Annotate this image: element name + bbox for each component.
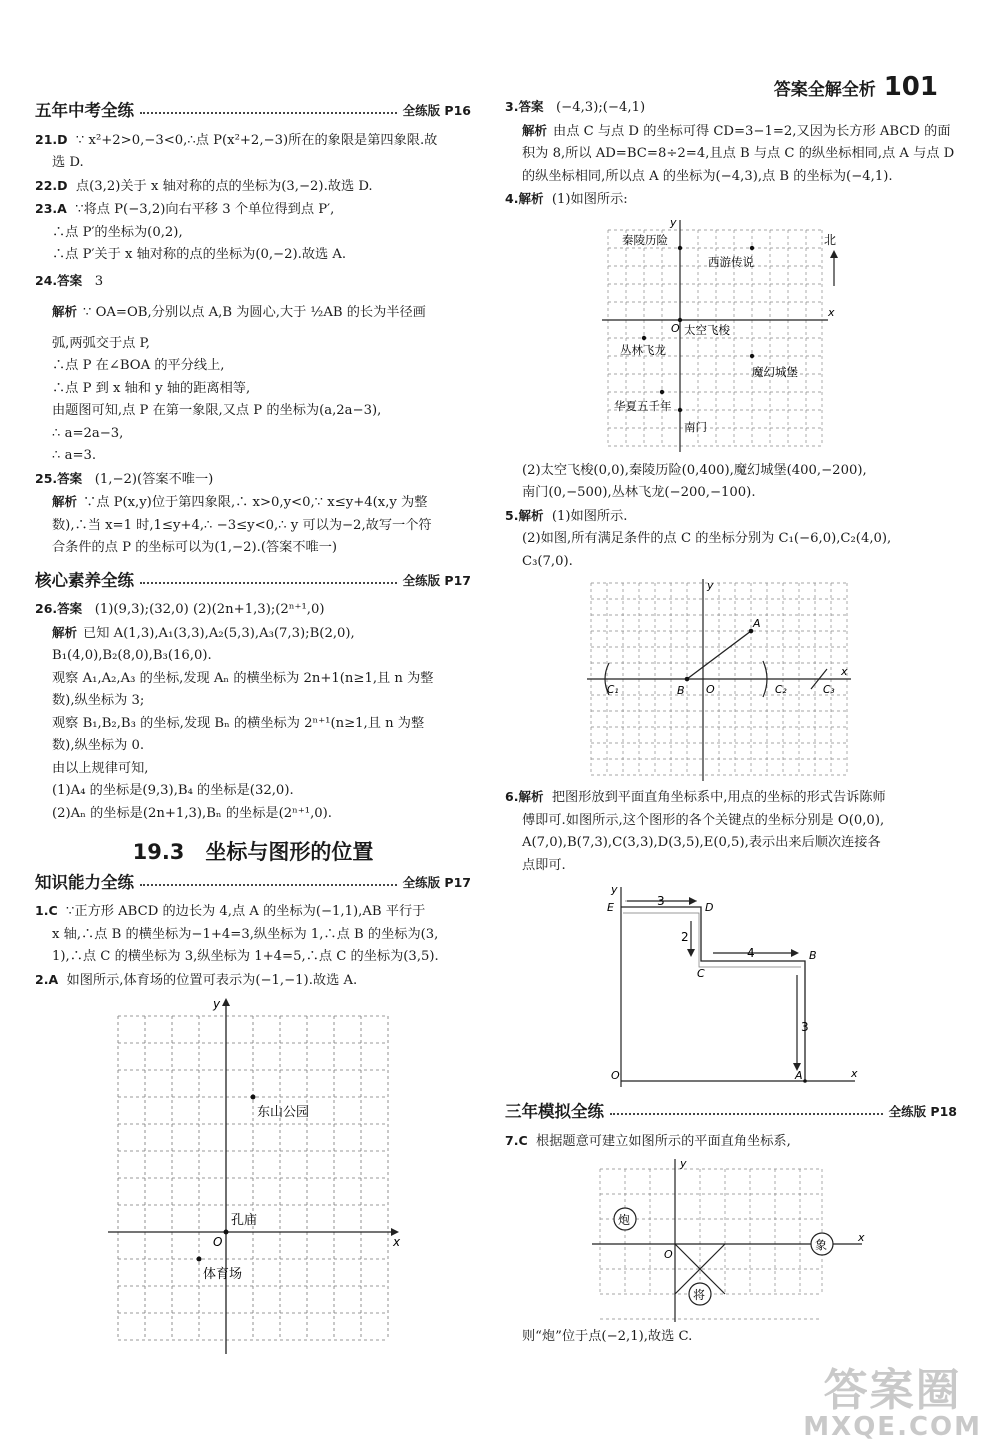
- length-label-dc: 2: [681, 930, 689, 944]
- label-mohuan: 魔幻城堡: [752, 364, 798, 379]
- q4-num: 4.解析: [505, 191, 544, 206]
- q4-line1: (1)如图所示:: [551, 192, 628, 207]
- q1-line1: ∵正方形 ABCD 的边长为 4,点 A 的坐标为(−1,1),AB 平行于: [66, 904, 426, 919]
- q6-num: 6.解析: [505, 789, 544, 804]
- watermark-logo: [803, 1354, 982, 1442]
- q1-line3: 1),∴点 C 的横坐标为 3,纵坐标为 1+4=5,∴点 C 的坐标为(3,5).: [52, 949, 439, 964]
- label-dongshan-park: 东山公园: [257, 1105, 310, 1120]
- q3-line2: 积为 8,所以 AD=BC=8÷2=4,且点 B 与点 C 的纵坐标相同,点 A 与点 D: [522, 146, 955, 161]
- q24-line1: ∵ OA=OB,分别以点 A,B 为圆心,大于 ½AB 的长为半径画: [83, 305, 426, 320]
- section-title: 知识能力全练: [35, 872, 134, 892]
- x-axis-label: x: [858, 1231, 865, 1244]
- origin-label: O: [671, 321, 680, 335]
- q3-num: 3.答案: [505, 99, 544, 114]
- q21-line1: ∵ x²+2>0,−3<0,∴点 P(x²+2,−3)所在的象限是第四象限.故: [75, 132, 438, 148]
- label-jiang: 将: [693, 1288, 706, 1302]
- label-stadium: 体育场: [203, 1267, 243, 1282]
- x-axis-label: x: [393, 1235, 401, 1249]
- q24-line5: 由题图可知,点 P 在第一象限,又点 P 的坐标为(a,2a−3),: [52, 403, 382, 418]
- q2-num: 2.A: [35, 971, 59, 987]
- label-huaxia: 华夏五千年: [614, 398, 672, 413]
- q24-line7: ∴ a=3.: [52, 448, 97, 463]
- section-title: 五年中考全练: [35, 101, 134, 120]
- q5-line3: C₃(7,0).: [522, 553, 573, 569]
- q2-line1: 如图所示,体育场的位置可表示为(−1,−1).故选 A.: [66, 972, 358, 988]
- q24-line2: 弧,两弧交于点 P,: [52, 335, 150, 351]
- q22: [35, 175, 471, 199]
- q6-line1: 把图形放到平面直角坐标系中,用点的坐标的形式告诉陈师: [551, 790, 886, 805]
- q25-line2: 数),∴当 x=1 时,1≤y+4,∴ −3≤y<0,∴ y 可以为−2,故写一个符: [52, 517, 432, 533]
- q26-answer: (1)(9,3);(32,0) (2)(2n+1,3);(2ⁿ⁺¹,0): [94, 602, 325, 617]
- length-label-ed: 3: [657, 894, 665, 908]
- length-label-cb: 4: [747, 946, 755, 960]
- x-axis-label: x: [828, 305, 835, 319]
- section-ref: 全练版 P17: [402, 874, 471, 890]
- q21-line2: 选 D.: [52, 155, 84, 170]
- q1-line2: x 轴,∴点 B 的横坐标为−1+4=3,纵坐标为 1,∴点 B 的坐标为(3,: [52, 926, 439, 942]
- q24-line6: ∴ a=2a−3,: [52, 425, 124, 441]
- q26-analysis: [35, 622, 471, 646]
- q7-line1: 根据题意可建立如图所示的平面直角坐标系,: [536, 1133, 791, 1149]
- point-c2-label: C₂: [775, 684, 787, 696]
- point-d-label: D: [705, 901, 714, 914]
- q4: [505, 188, 957, 212]
- origin-label: O: [213, 1235, 223, 1249]
- section-divider: [610, 1113, 883, 1115]
- point-a-label: A: [753, 617, 761, 630]
- section-header-zhishi: [35, 872, 471, 895]
- label-pao: 炮: [618, 1213, 631, 1227]
- analysis-label: 解析: [52, 494, 78, 509]
- figure-q5-grid: [585, 577, 855, 782]
- chapter-title: 19.3 坐标与图形的位置: [132, 840, 374, 864]
- q25-analysis: [35, 491, 471, 515]
- origin-label: O: [611, 1069, 620, 1082]
- q25-line3: 合条件的点 P 的坐标可以为(1,−2).(答案不唯一): [52, 540, 338, 555]
- section-header-hexin: [35, 570, 471, 593]
- q21: [35, 129, 471, 153]
- page-number: 101: [883, 72, 938, 102]
- q3-answer: (−4,3);(−4,1): [556, 100, 646, 115]
- q26-num: 26.答案: [35, 601, 83, 616]
- q25-answer: (1,−2)(答案不唯一): [94, 471, 214, 487]
- q26-line5: 观察 B₁,B₂,B₃ 的坐标,发现 Bₙ 的横坐标为 2ⁿ⁺¹(n≥1,且 n 为整: [52, 715, 425, 731]
- label-xiyou: 西游传说: [708, 254, 754, 269]
- point-e-label: E: [607, 901, 614, 914]
- y-axis-label: y: [213, 997, 221, 1011]
- q5-num: 5.解析: [505, 507, 544, 523]
- figure-q6-shape: [605, 881, 865, 1091]
- label-nanmen: 南门: [684, 419, 707, 434]
- q24-line3: ∴点 P 在∠BOA 的平分线上,: [52, 358, 225, 373]
- q6-line3: A(7,0),B(7,3),C(3,3),D(3,5),E(0,5),表示出来后顺次连接各: [522, 835, 881, 850]
- q25-line1: ∵点 P(x,y)位于第四象限,∴ x>0,y<0,∵ x≤y+4(x,y 为整: [83, 495, 428, 510]
- q23-num: 23.A: [35, 201, 67, 216]
- y-axis-label: y: [680, 1157, 687, 1170]
- section-ref: 全练版 P18: [888, 1104, 957, 1119]
- point-c3-label: C₃: [823, 684, 835, 696]
- q26-line6: 数),纵坐标为 0.: [52, 738, 145, 753]
- q3-line3: 的纵坐标相同,所以点 A 的坐标为(−4,3),点 B 的坐标为(−4,1).: [522, 168, 893, 184]
- watermark-url: MXQE.COM: [803, 1412, 982, 1442]
- point-a-label: A: [795, 1069, 803, 1082]
- length-label-ba: 3: [801, 1020, 809, 1034]
- q24-answer: 3: [94, 273, 104, 289]
- right-column: [505, 96, 957, 1349]
- q3-line1: 由点 C 与点 D 的坐标可得 CD=3−1=2,又因为长方形 ABCD 的面: [553, 123, 951, 139]
- q26-line8: (1)A₄ 的坐标是(9,3),B₄ 的坐标是(32,0).: [52, 783, 294, 798]
- q24-line4: ∴点 P 到 x 轴和 y 轴的距离相等,: [52, 380, 251, 396]
- label-confucius-temple: 孔庙: [231, 1213, 258, 1228]
- q22-line1: 点(3,2)关于 x 轴对称的点的坐标为(3,−2).故选 D.: [75, 178, 373, 194]
- q1-num: 1.C: [35, 903, 58, 918]
- analysis-label: 解析: [52, 304, 78, 319]
- q3: [505, 96, 957, 120]
- q7-line2: 则“炮”位于点(−2,1),故选 C.: [522, 1329, 693, 1344]
- q26-line1: 已知 A(1,3),A₁(3,3),A₂(5,3),A₃(7,3);B(2,0),: [83, 625, 355, 641]
- section-title: 三年模拟全练: [505, 1102, 604, 1121]
- q23-line3: ∴点 P′关于 x 轴对称的点的坐标为(0,−2).故选 A.: [52, 247, 347, 262]
- left-column: [35, 96, 471, 1360]
- label-qinling: 秦陵历险: [622, 232, 668, 247]
- q24-analysis: [35, 301, 471, 325]
- point-c1-label: C₁: [607, 684, 619, 696]
- analysis-label: 解析: [52, 624, 78, 640]
- point-c-label: C: [697, 967, 705, 980]
- q5-line1: (1)如图所示.: [551, 508, 628, 524]
- q7-num: 7.C: [505, 1132, 528, 1148]
- q1: [35, 900, 471, 924]
- label-xiang: 象: [815, 1238, 828, 1252]
- q24-num: 24.答案: [35, 272, 83, 288]
- q6-line4: 点即可.: [522, 857, 566, 873]
- q26-line9: (2)Aₙ 的坐标是(2n+1,3),Bₙ 的坐标是(2ⁿ⁺¹,0).: [52, 805, 332, 821]
- q2: [35, 969, 471, 993]
- q23: [35, 198, 471, 222]
- q25-num: 25.答案: [35, 470, 83, 486]
- figure-q7-chessboard: [590, 1157, 880, 1322]
- q21-num: 21.D: [35, 131, 68, 147]
- y-axis-label: y: [611, 883, 618, 896]
- q24: [35, 270, 471, 294]
- q7: [505, 1130, 957, 1154]
- x-axis-label: x: [851, 1067, 858, 1080]
- q5-line2: (2)如图,所有满足条件的点 C 的坐标分别为 C₁(−6,0),C₂(4,0),: [522, 531, 892, 546]
- q4-line2: (2)太空飞梭(0,0),秦陵历险(0,400),魔幻城堡(400,−200),: [522, 462, 867, 478]
- label-conglin: 丛林飞龙: [620, 342, 666, 357]
- north-label: 北: [824, 232, 837, 247]
- point-b-label: B: [809, 949, 817, 962]
- q6: [505, 786, 957, 810]
- q6-line2: 傅即可.如图所示,这个图形的各个关键点的坐标分别是 O(0,0),: [522, 812, 885, 828]
- q26-line3: 观察 A₁,A₂,A₃ 的坐标,发现 Aₙ 的横坐标为 2n+1(n≥1,且 n 为整: [52, 670, 434, 686]
- label-taikong: 太空飞梭: [684, 322, 730, 337]
- q22-num: 22.D: [35, 177, 68, 193]
- figure-q2-map: [103, 996, 403, 1356]
- watermark-text: 答案圈: [823, 1365, 962, 1416]
- analysis-label: 解析: [522, 122, 548, 138]
- section-header-zhongkao: [35, 100, 471, 123]
- point-b-label: B: [677, 684, 685, 697]
- figure-q4-park-map: [600, 216, 850, 456]
- q25: [35, 468, 471, 492]
- q5: [505, 505, 957, 529]
- section-divider: [140, 582, 397, 584]
- q23-line1: ∵将点 P(−3,2)向右平移 3 个单位得到点 P′,: [75, 202, 335, 217]
- section-divider: [140, 112, 397, 114]
- q3-analysis: [505, 120, 957, 144]
- y-axis-label: y: [707, 579, 714, 592]
- origin-label: O: [664, 1248, 673, 1261]
- q26-line7: 由以上规律可知,: [52, 760, 149, 776]
- x-axis-label: x: [841, 665, 848, 678]
- section-header-sannian: [505, 1101, 957, 1124]
- header-title: 答案全解全析: [773, 80, 876, 100]
- q4-line3: 南门(0,−500),丛林飞龙(−200,−100).: [522, 485, 756, 500]
- q26-line2: B₁(4,0),B₂(8,0),B₃(16,0).: [52, 648, 212, 663]
- section-title: 核心素养全练: [35, 570, 134, 590]
- section-ref: 全练版 P17: [402, 572, 471, 588]
- q26-line4: 数),纵坐标为 3;: [52, 693, 145, 708]
- q23-line2: ∴点 P′的坐标为(0,2),: [52, 224, 183, 240]
- origin-label: O: [706, 683, 715, 696]
- section-ref: 全练版 P16: [402, 103, 471, 118]
- y-axis-label: y: [670, 215, 677, 229]
- q26: [35, 598, 471, 622]
- section-divider: [140, 884, 397, 886]
